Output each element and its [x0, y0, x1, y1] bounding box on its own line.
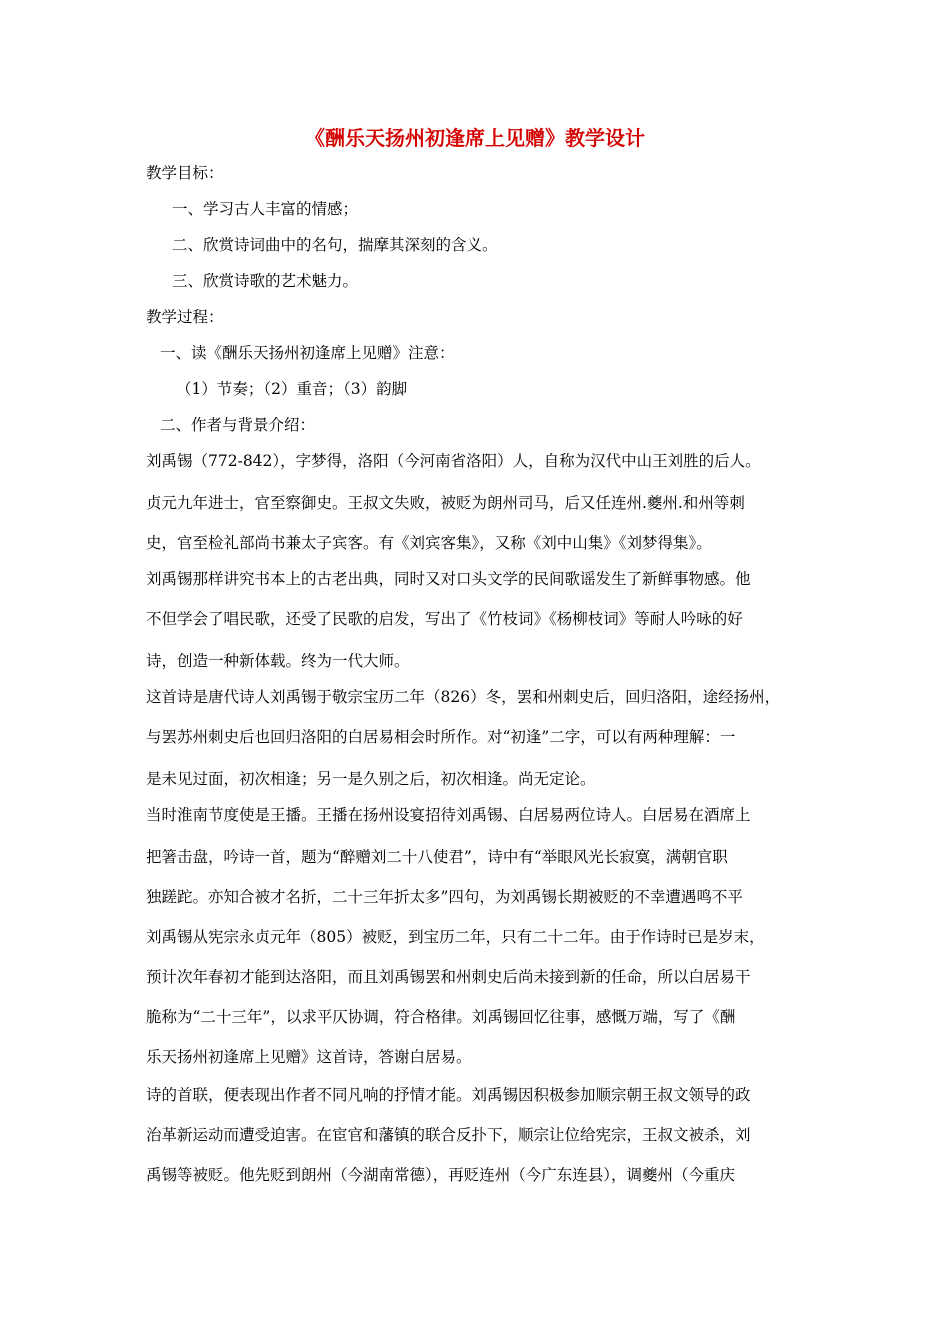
paragraph-line: 刘禹锡（772-842），字梦得，洛阳（今河南省洛阳）人，自称为汉代中山王刘胜的后人。 — [146, 452, 761, 470]
goal-item-2: 二、欣赏诗词曲中的名句，揣摩其深刻的含义。 — [172, 236, 498, 254]
paragraph-line: 史，官至检礼部尚书兼太子宾客。有《刘宾客集》，又称《刘中山集》《刘梦得集》。 — [146, 534, 712, 552]
paragraph-line: 当时淮南节度使是王播。王播在扬州设宴招待刘禹锡、白居易两位诗人。白居易在酒席上 — [146, 806, 751, 824]
paragraph-line: 刘禹锡那样讲究书本上的古老出典，同时又对口头文学的民间歌谣发生了新鲜事物感。他 — [146, 570, 751, 588]
process-step-1: 一、读《酬乐天扬州初逢席上见赠》注意： — [160, 344, 455, 362]
paragraph-line: 独蹉跎。亦知合被才名折，二十三年折太多”四句，为刘禹锡长期被贬的不幸遭遇鸣不平 — [146, 888, 743, 906]
paragraph-line: 不但学会了唱民歌，还受了民歌的启发，写出了《竹枝词》《杨柳枝词》等耐人吟咏的好 — [146, 610, 743, 628]
paragraph-line: 把箸击盘，吟诗一首，题为“醉赠刘二十八使君”，诗中有“举眼风光长寂寞，满朝官职 — [146, 848, 728, 866]
paragraph-line: 这首诗是唐代诗人刘禹锡于敬宗宝历二年（826）冬，罢和州刺史后，回归洛阳，途经扬州， — [146, 688, 781, 706]
paragraph-line: 诗的首联，便表现出作者不同凡响的抒情才能。刘禹锡因积极参加顺宗朝王叔文领导的政 — [146, 1086, 751, 1104]
paragraph-line: 乐天扬州初逢席上见赠》这首诗，答谢白居易。 — [146, 1048, 472, 1066]
paragraph-line: 治革新运动而遭受迫害。在宦官和藩镇的联合反扑下，顺宗让位给宪宗，王叔文被杀，刘 — [146, 1126, 751, 1144]
heading-teaching-goals: 教学目标： — [146, 164, 224, 182]
process-step-1-notes: （1）节奏；（2）重音；（3）韵脚 — [176, 380, 408, 398]
heading-teaching-process: 教学过程： — [146, 308, 224, 326]
goal-item-1: 一、学习古人丰富的情感； — [172, 200, 359, 218]
process-step-2: 二、作者与背景介绍： — [160, 416, 316, 434]
paragraph-line: 与罢苏州刺史后也回归洛阳的白居易相会时所作。对“初逢”二字，可以有两种理解：一 — [146, 728, 736, 746]
paragraph-line: 刘禹锡从宪宗永贞元年（805）被贬，到宝历二年，只有二十二年。由于作诗时已是岁末， — [146, 928, 765, 946]
paragraph-line: 脆称为“二十三年”，以求平仄协调，符合格律。刘禹锡回忆往事，感慨万端，写了《酬 — [146, 1008, 736, 1026]
paragraph-line: 贞元九年进士，官至察御史。王叔文失败，被贬为朗州司马，后又任连州.夔州.和州等刺 — [146, 494, 745, 512]
document-title: 《酬乐天扬州初逢席上见赠》教学设计 — [305, 126, 645, 150]
paragraph-line: 禹锡等被贬。他先贬到朗州（今湖南常德），再贬连州（今广东连县），调夔州（今重庆 — [146, 1166, 736, 1184]
paragraph-line: 是未见过面，初次相逢；另一是久别之后，初次相逢。尚无定论。 — [146, 770, 596, 788]
paragraph-line: 预计次年春初才能到达洛阳，而且刘禹锡罢和州刺史后尚未接到新的任命，所以白居易干 — [146, 968, 751, 986]
paragraph-line: 诗，创造一种新体载。终为一代大师。 — [146, 652, 410, 670]
goal-item-3: 三、欣赏诗歌的艺术魅力。 — [172, 272, 359, 290]
